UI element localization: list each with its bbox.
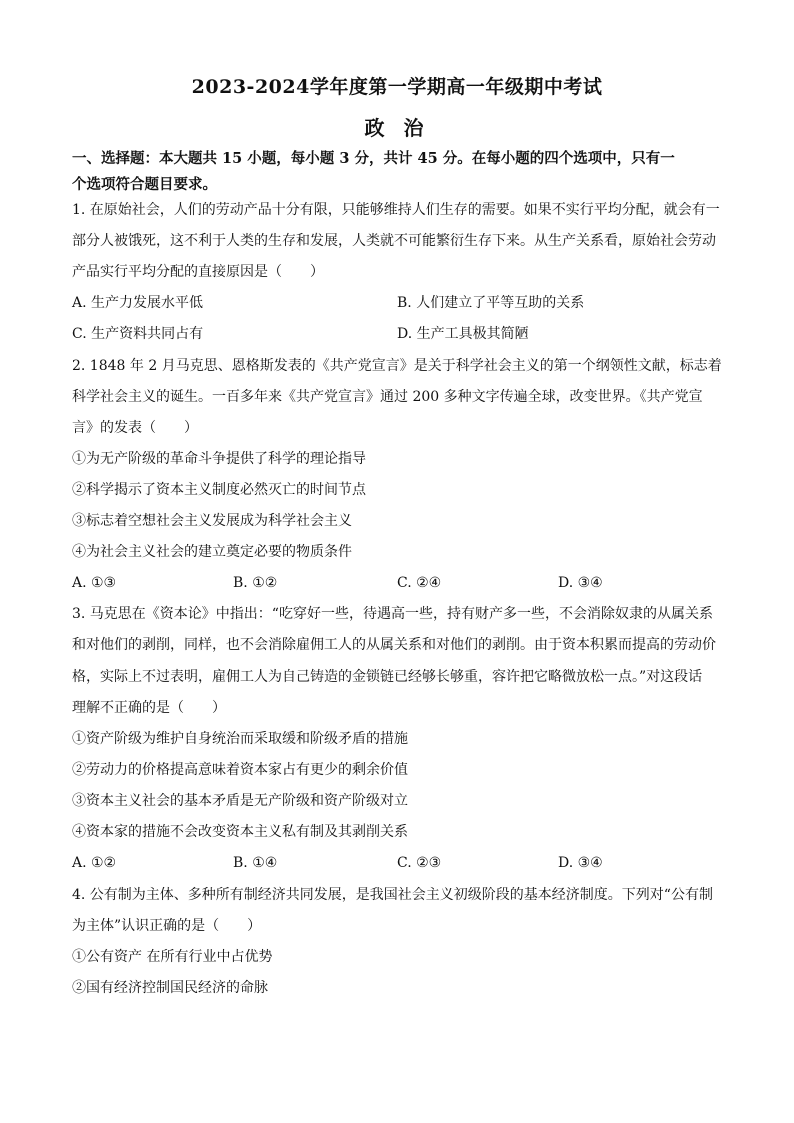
question-4-text: 4. 公有制为主体、多种所有制经济共同发展，是我国社会主义初级阶段的基本经济制度。下列对“公有制 [72,887,713,903]
question-3-statement: ③资本主义社会的基本矛盾是无产阶级和资产阶级对立 [72,793,408,809]
question-1-text: 产品实行平均分配的直接原因是（ ） [72,264,324,280]
subject-title: 政 治 [364,116,430,140]
question-1-text: 部分人被饿死，这不利于人类的生存和发展，人类就不可能繁衍生存下来。从生产关系看，原始社会劳动 [72,233,716,249]
question-4-statement: ②国有经济控制国民经济的命脉 [72,980,268,996]
question-3-option-c: C. ②③ [397,855,442,871]
exam-title: 2023-2024学年度第一学期高一年级期中考试 [191,76,603,98]
section-heading-line: 个选项符合题目要求。 [72,176,217,193]
question-1-option-a: A. 生产力发展水平低 [72,295,204,311]
question-2-statement: ①为无产阶级的革命斗争提供了科学的理论指导 [72,451,366,467]
question-1-text: 1. 在原始社会，人们的劳动产品十分有限，只能够维持人们生存的需要。如果不实行平均分配，就会有一 [72,202,720,218]
question-4-statement: ①公有资产 在所有行业中占优势 [72,949,273,965]
question-3-text: 格，实际上不过表明，雇佣工人为自己铸造的金锁链已经够长够重，容许把它略微放松一点。”对这段话 [72,669,703,685]
question-2-text: 2. 1848 年 2 月马克思、恩格斯发表的《共产党宣言》是关于科学社会主义的第一个纲领性文献，标志着 [72,358,722,374]
question-1-option-c: C. 生产资料共同占有 [72,326,204,342]
question-2-statement: ④为社会主义社会的建立奠定必要的物质条件 [72,544,352,560]
question-3-option-d: D. ③④ [558,855,603,871]
section-heading [72,146,724,198]
question-3-text: 和对他们的剥削，同样，也不会消除雇佣工人的从属关系和对他们的剥削。由于资本积累而提高的劳动价 [72,637,716,653]
question-3-text: 理解不正确的是（ ） [72,700,226,716]
question-2-option-a: A. ①③ [72,575,117,591]
question-3-statement: ②劳动力的价格提高意味着资本家占有更少的剩余价值 [72,762,408,778]
question-2-text: 言》的发表（ ） [72,420,198,436]
question-2-statement: ②科学揭示了资本主义制度必然灭亡的时间节点 [72,482,366,498]
question-2-option-b: B. ①② [233,575,278,591]
question-2-option-d: D. ③④ [558,575,603,591]
question-2-option-c: C. ②④ [397,575,442,591]
question-1-option-b: B. 人们建立了平等互助的关系 [397,295,585,311]
question-2-statement: ③标志着空想社会主义发展成为科学社会主义 [72,513,352,529]
question-3-option-a: A. ①② [72,855,117,871]
question-4-text: 为主体”认识正确的是（ ） [72,918,262,934]
question-3-statement: ①资产阶级为维护自身统治而采取缓和阶级矛盾的措施 [72,731,408,747]
question-3-statement: ④资本家的措施不会改变资本主义私有制及其剥削关系 [72,824,408,840]
question-3-option-b: B. ①④ [233,855,278,871]
question-1-option-d: D. 生产工具极其简陋 [397,326,529,342]
question-2-text: 科学社会主义的诞生。一百多年来《共产党宣言》通过 200 多种文字传遍全球，改变世界。《共产党宣 [72,389,703,405]
section-heading-line: 一、选择题：本大题共 15 小题，每小题 3 分，共计 45 分。在每小题的四个选项中，只有一 [72,150,675,167]
question-3-text: 3. 马克思在《资本论》中指出：“吃穿好一些，待遇高一些，持有财产多一些，不会消除奴隶的从属关系 [72,606,713,622]
